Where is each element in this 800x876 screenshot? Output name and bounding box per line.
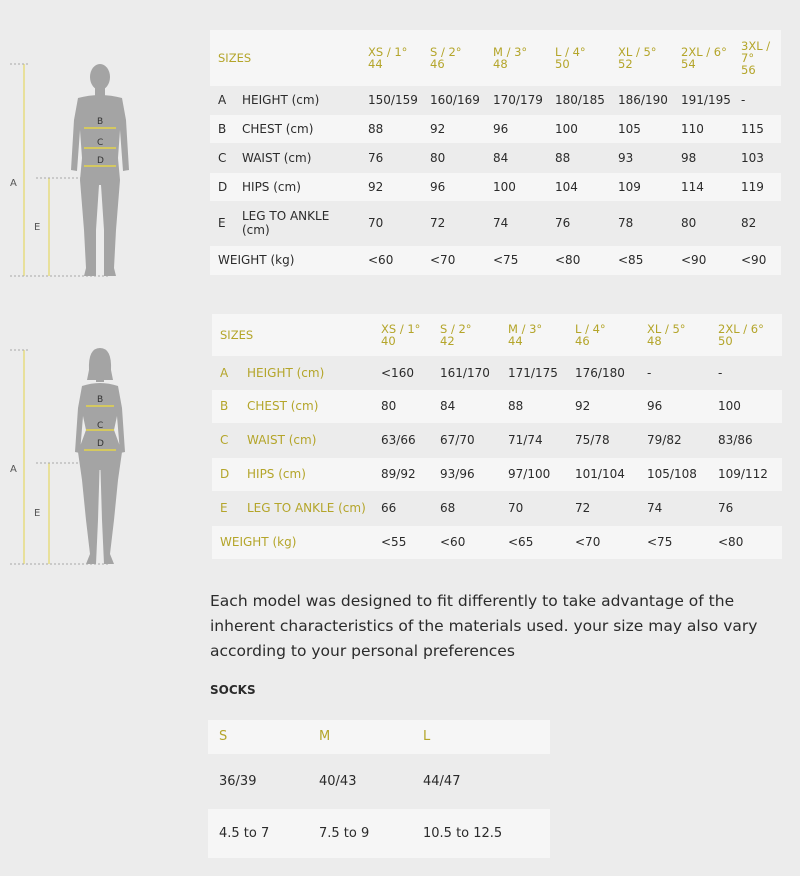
men-row-hips xyxy=(210,172,781,201)
male-silhouette-icon xyxy=(0,40,160,290)
table-cell: 110 xyxy=(673,114,733,143)
row-label: WEIGHT (kg) xyxy=(212,525,373,559)
men-header-m: M / 3° 48 xyxy=(485,30,547,86)
men-header-xs: XS / 1° 44 xyxy=(360,30,422,86)
letter-b-female: B xyxy=(97,395,104,405)
men-row-weight xyxy=(210,245,781,275)
women-header-row xyxy=(212,314,782,356)
letter-c: C xyxy=(97,138,104,148)
men-header-3xl: 3XL / 7° 56 xyxy=(733,30,781,86)
row-label: HEIGHT (cm) xyxy=(242,93,320,107)
row-key: A xyxy=(220,365,229,380)
table-cell: 100 xyxy=(710,389,782,423)
socks-header-row xyxy=(208,720,550,754)
socks-header-l: L xyxy=(412,720,550,754)
men-size-table xyxy=(210,30,781,276)
row-label: WAIST (cm) xyxy=(247,433,317,447)
table-cell: 105/108 xyxy=(639,457,710,491)
men-row-waist xyxy=(210,143,781,172)
men-header-s: S / 2° 46 xyxy=(422,30,485,86)
men-row-leg xyxy=(210,201,781,245)
letter-e-female: E xyxy=(34,508,41,519)
table-cell: 80 xyxy=(373,389,432,423)
table-cell: 66 xyxy=(373,491,432,525)
women-size-table xyxy=(212,314,782,560)
row-key: D xyxy=(220,467,230,481)
row-label: HEIGHT (cm) xyxy=(247,365,325,380)
table-cell: 105 xyxy=(610,114,673,143)
men-header-l: L / 4° 50 xyxy=(547,30,610,86)
socks-heading: SOCKS xyxy=(210,683,256,697)
table-cell: 89/92 xyxy=(373,457,432,491)
table-cell: 109/112 xyxy=(710,457,782,491)
table-cell: 100 xyxy=(547,114,610,143)
table-cell: 180/185 xyxy=(547,86,610,114)
women-header-xl: XL / 5° 48 xyxy=(639,314,710,356)
women-header-2xl: 2XL / 6° 50 xyxy=(710,314,782,356)
row-label: LEG TO ANKLE (cm) xyxy=(242,209,330,237)
male-figure-diagram xyxy=(0,40,160,290)
table-cell: 74 xyxy=(639,491,710,525)
table-cell: 103 xyxy=(733,143,781,172)
table-cell: 10.5 to 12.5 xyxy=(412,808,550,858)
table-cell: 83/86 xyxy=(710,423,782,457)
table-cell: 98 xyxy=(673,143,733,172)
table-cell: 72 xyxy=(567,491,639,525)
table-cell: 186/190 xyxy=(610,86,673,114)
table-cell: 75/78 xyxy=(567,423,639,457)
table-cell: <80 xyxy=(710,525,782,559)
socks-header-s: S xyxy=(208,720,308,754)
table-cell: 76 xyxy=(360,143,422,172)
women-row-height xyxy=(212,356,782,389)
row-label: HIPS (cm) xyxy=(247,467,306,481)
women-header-s: S / 2° 42 xyxy=(432,314,500,356)
table-cell: 67/70 xyxy=(432,423,500,457)
table-cell: <60 xyxy=(360,245,422,275)
table-cell: <60 xyxy=(432,525,500,559)
women-row-weight xyxy=(212,525,782,559)
table-cell: 92 xyxy=(567,389,639,423)
table-cell: - xyxy=(733,86,781,114)
table-cell: 88 xyxy=(360,114,422,143)
socks-row-eu xyxy=(208,754,550,808)
men-header-xl: XL / 5° 52 xyxy=(610,30,673,86)
women-row-hips xyxy=(212,457,782,491)
letter-b: B xyxy=(97,117,104,127)
table-cell: <75 xyxy=(639,525,710,559)
table-cell: 76 xyxy=(710,491,782,525)
letter-a: A xyxy=(10,178,17,189)
table-cell: 72 xyxy=(422,201,485,245)
table-cell: 76 xyxy=(547,201,610,245)
women-row-waist xyxy=(212,423,782,457)
table-cell: 170/179 xyxy=(485,86,547,114)
table-cell: - xyxy=(710,356,782,389)
table-cell: 80 xyxy=(673,201,733,245)
row-key: E xyxy=(218,216,226,230)
table-cell: 40/43 xyxy=(308,754,412,808)
men-header-sizes: SIZES xyxy=(210,30,360,86)
table-cell: <65 xyxy=(500,525,567,559)
row-key: C xyxy=(218,150,227,165)
row-label: LEG TO ANKLE (cm) xyxy=(247,501,366,515)
women-header-sizes: SIZES xyxy=(212,314,373,356)
table-cell: 171/175 xyxy=(500,356,567,389)
table-cell: 4.5 to 7 xyxy=(208,808,308,858)
table-cell: 44/47 xyxy=(412,754,550,808)
row-label: CHEST (cm) xyxy=(242,121,314,136)
table-cell: 84 xyxy=(432,389,500,423)
women-header-m: M / 3° 44 xyxy=(500,314,567,356)
row-key: A xyxy=(218,93,227,107)
table-cell: 150/159 xyxy=(360,86,422,114)
table-cell: 93/96 xyxy=(432,457,500,491)
row-label: HIPS (cm) xyxy=(242,179,301,194)
table-cell: 101/104 xyxy=(567,457,639,491)
table-cell: 82 xyxy=(733,201,781,245)
letter-d-female: D xyxy=(97,439,104,449)
men-header-2xl: 2XL / 6° 54 xyxy=(673,30,733,86)
female-silhouette-icon xyxy=(0,330,160,580)
table-cell: 92 xyxy=(422,114,485,143)
female-figure-diagram xyxy=(0,330,160,580)
row-key: B xyxy=(220,399,229,413)
table-cell: 71/74 xyxy=(500,423,567,457)
table-cell: 160/169 xyxy=(422,86,485,114)
table-cell: 100 xyxy=(485,172,547,201)
socks-size-table xyxy=(208,720,550,859)
table-cell: 161/170 xyxy=(432,356,500,389)
table-cell: 104 xyxy=(547,172,610,201)
socks-row-us xyxy=(208,808,550,858)
row-key: C xyxy=(220,433,229,447)
table-cell: <160 xyxy=(373,356,432,389)
men-row-chest xyxy=(210,114,781,143)
table-cell: 7.5 to 9 xyxy=(308,808,412,858)
letter-d: D xyxy=(97,156,104,166)
table-cell: 92 xyxy=(360,172,422,201)
table-cell: <70 xyxy=(422,245,485,275)
table-cell: 74 xyxy=(485,201,547,245)
table-cell: <80 xyxy=(547,245,610,275)
letter-c-female: C xyxy=(97,421,104,431)
socks-header-m: M xyxy=(308,720,412,754)
women-header-xs: XS / 1° 40 xyxy=(373,314,432,356)
table-cell: - xyxy=(639,356,710,389)
table-cell: 79/82 xyxy=(639,423,710,457)
table-cell: 36/39 xyxy=(208,754,308,808)
letter-e: E xyxy=(34,222,41,233)
row-label: CHEST (cm) xyxy=(247,399,319,413)
table-cell: <85 xyxy=(610,245,673,275)
table-cell: <90 xyxy=(673,245,733,275)
row-key: E xyxy=(220,501,228,515)
table-cell: 96 xyxy=(485,114,547,143)
table-cell: 96 xyxy=(639,389,710,423)
table-cell: 93 xyxy=(610,143,673,172)
women-row-chest xyxy=(212,389,782,423)
table-cell: 88 xyxy=(500,389,567,423)
men-header-row xyxy=(210,30,781,86)
table-cell: <55 xyxy=(373,525,432,559)
table-cell: 109 xyxy=(610,172,673,201)
table-cell: 114 xyxy=(673,172,733,201)
row-key: D xyxy=(218,179,228,194)
letter-a-female: A xyxy=(10,464,17,475)
table-cell: 191/195 xyxy=(673,86,733,114)
women-header-l: L / 4° 46 xyxy=(567,314,639,356)
row-key: B xyxy=(218,121,227,136)
table-cell: 80 xyxy=(422,143,485,172)
fit-note-paragraph: Each model was designed to fit differently to take advantage of the inherent characteristics of the materials used. your size may also vary according to your personal preferences xyxy=(210,592,758,660)
table-cell: 88 xyxy=(547,143,610,172)
table-cell: 63/66 xyxy=(373,423,432,457)
table-cell: 119 xyxy=(733,172,781,201)
table-cell: 78 xyxy=(610,201,673,245)
men-row-height xyxy=(210,86,781,114)
women-row-leg xyxy=(212,491,782,525)
row-label: WEIGHT (kg) xyxy=(210,245,360,275)
table-cell: <70 xyxy=(567,525,639,559)
table-cell: 96 xyxy=(422,172,485,201)
table-cell: 176/180 xyxy=(567,356,639,389)
table-cell: 97/100 xyxy=(500,457,567,491)
table-cell: <75 xyxy=(485,245,547,275)
table-cell: 84 xyxy=(485,143,547,172)
row-label: WAIST (cm) xyxy=(242,150,312,165)
table-cell: 68 xyxy=(432,491,500,525)
table-cell: 70 xyxy=(360,201,422,245)
table-cell: 115 xyxy=(733,114,781,143)
table-cell: 70 xyxy=(500,491,567,525)
table-cell: <90 xyxy=(733,245,781,275)
